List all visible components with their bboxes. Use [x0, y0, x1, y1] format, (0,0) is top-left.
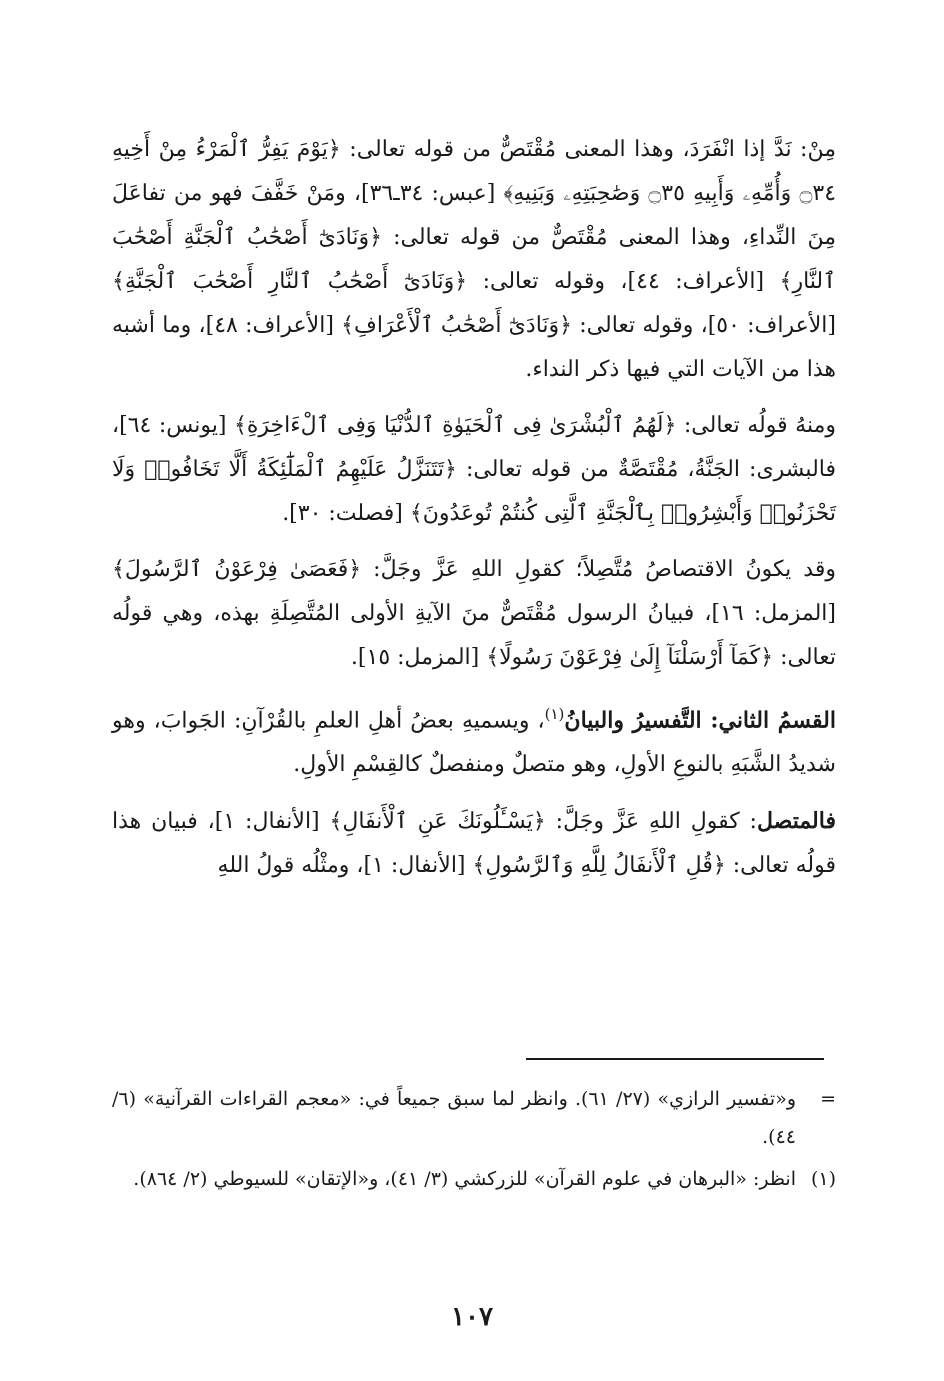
paragraph-1 — [112, 128, 836, 392]
page-number: ١٠٧ — [451, 1302, 493, 1332]
footnote-continued — [112, 1080, 836, 1156]
paragraph-4 — [112, 692, 836, 787]
paragraph-2-text: ومنهُ قولُه تعالى: ﴿لَهُمُ ٱلْبُشْرَىٰ فِى ٱلْحَيَوٰةِ ٱلدُّنْيَا وَفِى ٱلْءَاخِرَةِ﴾ [يونس: ٦٤]، فالبشرى: الجَنَّةُ، مُقْتَصَّةٌ من قوله تعالى: ﴿تَتَنَزَّلُ عَلَيْهِمُ ٱلْمَلَٰٓئِكَةُ أَلَّا تَخَافُوا۟ وَلَا تَحْزَنُوا۟ وَأَبْشِرُوا۟ بِٱلْجَنَّةِ ٱلَّتِى كُنتُمْ تُوعَدُونَ﴾ [فصلت: ٣٠]. — [112, 413, 836, 526]
footnotes — [112, 1080, 836, 1202]
footnote-text: و«تفسير الرازي» (٢٧/ ٦١). وانظر لما سبق جميعاً في: «معجم القراءات القرآنية» (٦/ ٤٤). — [112, 1088, 796, 1148]
footnote-text: انظر: «البرهان في علوم القرآن» للزركشي (٣/ ٤١)، و«الإتقان» للسيوطي (٢/ ٨٦٤). — [133, 1168, 796, 1190]
paragraph-3-text: وقد يكونُ الاقتصاصُ مُتَّصِلاً؛ كقولِ اللهِ عَزَّ وجَلَّ: ﴿فَعَصَىٰ فِرْعَوْنُ ٱلرَّسُولَ﴾ [المزمل: ١٦]، فبيانُ الرسول مُقْتَصٌّ منَ الآيةِ الأولى المُتَّصِلَةِ بهذه، وهي قولُه تعالى: ﴿كَمَآ أَرْسَلْنَآ إِلَىٰ فِرْعَوْنَ رَسُولًا﴾ [المزمل: ١٥]. — [112, 557, 837, 670]
paragraph-1-text: مِنْ: نَدَّ إذا انْفَرَدَ، وهذا المعنى مُقْتَصٌّ من قوله تعالى: ﴿يَوْمَ يَفِرُّ ٱلْمَرْءُ مِنْ أَخِيهِ ۝٣٤ وَأُمِّهِۦ وَأَبِيهِ ۝٣٥ وَصَٰحِبَتِهِۦ وَبَنِيهِ﴾ [عبس: ٣٤ـ٣٦]، ومَنْ خَفَّفَ فهو من تفاعَلَ مِنَ النِّداءِ، وهذا المعنى مُقْتَصٌّ من قوله تعالى: ﴿وَنَادَىٰٓ أَصْحَٰبُ ٱلْجَنَّةِ أَصْحَٰبَ ٱلنَّارِ﴾ [الأعراف: ٤٤]، وقوله تعالى: ﴿وَنَادَىٰٓ أَصْحَٰبُ ٱلنَّارِ أَصْحَٰبَ ٱلْجَنَّةِ﴾ [الأعراف: ٥٠]، وقوله تعالى: ﴿وَنَادَىٰٓ أَصْحَٰبُ ٱلْأَعْرَافِ﴾ [الأعراف: ٤٨]، وما أشبه هذا من الآيات التي فيها ذكر النداء. — [112, 137, 837, 382]
paragraph-4-text: ، ويسميهِ بعضُ أهلِ العلمِ بالقُرْآنِ: الجَوابَ، وهو شديدُ الشَّبَهِ بالنوعِ الأولِ، وهو متصلٌ ومنفصلٌ كالقِسْمِ الأولِ. — [112, 708, 836, 778]
footnote-1 — [112, 1160, 836, 1198]
footnote-marker: (١) — [810, 1168, 836, 1190]
paragraph-3 — [112, 548, 836, 680]
footnote-marker: = — [820, 1088, 836, 1110]
paragraph-5-text: : كقولِ اللهِ عَزَّ وجَلَّ: ﴿يَسْـَٔلُونَكَ عَنِ ٱلْأَنفَالِ﴾ [الأنفال: ١]، فبيان هذا قولُه تعالى: ﴿قُلِ ٱلْأَنفَالُ لِلَّهِ وَٱلرَّسُولِ﴾ [الأنفال: ١]، ومثْلُه قولُ اللهِ — [112, 809, 836, 879]
footnote-divider — [526, 1058, 824, 1060]
paragraph-5 — [112, 799, 836, 888]
main-text — [112, 128, 836, 900]
footnote-reference[interactable]: (١) — [544, 705, 565, 723]
subsection-lead: فالمتصل — [756, 808, 836, 835]
paragraph-2 — [112, 404, 836, 536]
section-heading: القسمُ الثاني: التَّفسيرُ والبيانُ — [564, 707, 836, 734]
